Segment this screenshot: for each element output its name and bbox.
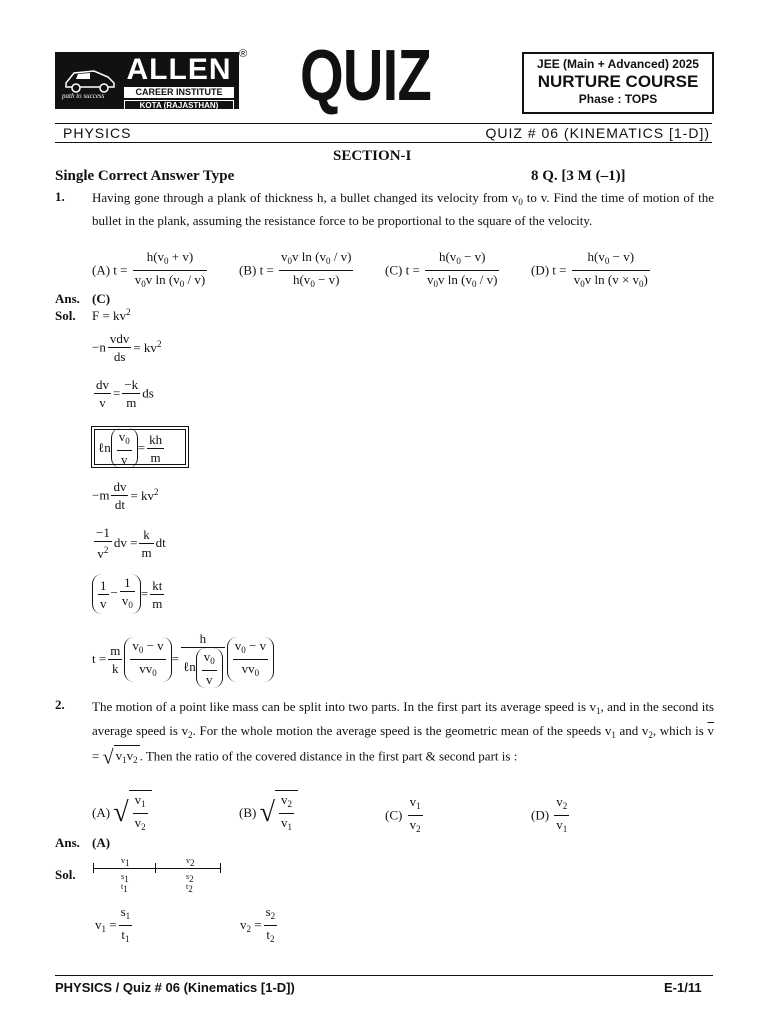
sol1-step7: $\frac{1}{v}$ − $\frac{1}{v_0}$ = $\frac{kt}{m}$	[92, 574, 166, 614]
subject-bar	[55, 123, 712, 143]
q1-ans-label: Ans.	[55, 291, 80, 306]
course-name: NURTURE COURSE	[537, 72, 699, 91]
q1-option-c-label: (C) t =	[385, 262, 420, 278]
q2-sol-label: Sol.	[55, 867, 76, 882]
q2-text-e: , which is	[652, 723, 704, 738]
q1-option-b: (B) t = $\frac{v_0v \ln (v_0 / v)}{h(v_0 - v)}$	[239, 249, 352, 289]
sol1-step3: $\frac{dv}{v}$ = $\frac{-k}{m}$ ds	[96, 377, 154, 410]
q1-option-c: (C) t = $\frac{h(v_0 - v)}{v_0v \ln (v_0 / v)}$	[385, 249, 498, 289]
q2-text-d: and v	[615, 723, 649, 738]
allen-logo	[55, 52, 239, 109]
q1-text	[92, 189, 714, 229]
brand-city: KOTA (RAJASTHAN)	[124, 100, 234, 112]
registered-mark: ®	[239, 48, 248, 60]
sol1-step4: ℓn $\frac{v_0}{v}$ = $\frac{kh}{m}$	[98, 429, 163, 467]
q2-option-d: (D) $\frac{v_2}{v_1}$	[531, 794, 568, 834]
sol2-v1-eq: $v_1$ = $\frac{s_1}{t_1}$	[95, 904, 131, 944]
seg-s2: $s_2$	[186, 872, 194, 884]
q2-text-b: , and in the second its average speed is v	[92, 699, 714, 738]
q2-option-c-label: (C)	[385, 807, 403, 823]
seg-v1: $v_1$	[121, 856, 130, 868]
footer-divider	[55, 975, 713, 976]
q2-text-a: The motion of a point like mass can be split into two parts. In the first part its average speed is v	[92, 699, 596, 714]
q1-text-b: to v. Find the time of motion of the bullet in the plank, assuming the resistance force to be proportional to the square of the velocity.	[92, 190, 714, 228]
sol1-step2: −n vdv ds = $kv^2$	[92, 331, 162, 364]
seg-s1: $s_1$	[121, 872, 129, 884]
quiz-title: QUIZ	[300, 36, 432, 116]
q2-option-c: (C) $\frac{v_1}{v_2}$	[385, 794, 421, 834]
seg-t1: $t_1$	[121, 882, 128, 894]
q2-option-b: (B) √ $\frac{v_2}{v_1}$	[239, 790, 298, 836]
q2-option-b-label: (B)	[239, 805, 257, 820]
q2-text-f: . Then the ratio of the covered distance in the first part & second part is :	[139, 748, 518, 764]
subject-label: PHYSICS	[63, 125, 132, 141]
marks-scheme: 8 Q. [3 M (–1)]	[531, 168, 626, 184]
section-title: SECTION-I	[333, 148, 412, 164]
q2-text: The motion of a point like mass can be split into two parts. In the first part its average speed is $v_1$, and in the second its average speed is $v_2$. For the whole motion the average speed is the geometric mean of the speeds $v_1$ and $v_2$, which is $\overline{v}$ = √ $v_1v_2$ . Then the ratio of the covered distance in the first part & second part is :	[92, 699, 714, 769]
seg-t2: $t_2$	[186, 882, 193, 894]
q1-option-a: (A) t = $\frac{h(v_0 + v)}{v_0v \ln (v_0 / v)}$	[92, 249, 206, 289]
q1-number: 1.	[55, 189, 65, 204]
brand-subtitle: CAREER INSTITUTE	[124, 87, 234, 98]
q1-sub: 0	[518, 197, 523, 207]
q2-option-a-label: (A)	[92, 805, 111, 820]
q1-sol-label: Sol.	[55, 308, 76, 323]
q1-option-d-label: (D) t =	[531, 262, 567, 278]
q1-option-d: (D) t = $\frac{h(v_0 - v)}{v_0v \ln (v \times v_0)}$	[531, 249, 648, 289]
segment-tick	[93, 863, 94, 873]
sol1-step1: $F = kv^2$	[92, 307, 131, 323]
tagline: path to success	[62, 92, 105, 100]
q1-option-b-label: (B) t =	[239, 262, 274, 278]
page-number: E-1/11	[664, 980, 702, 995]
segment-line	[93, 868, 221, 869]
course-box	[522, 52, 714, 114]
q2-answer: (A)	[92, 835, 111, 850]
course-phase: Phase : TOPS	[578, 92, 658, 106]
exam-name: JEE (Main + Advanced) 2025	[537, 57, 699, 71]
sol2-v2-eq: $v_2$ = $\frac{s_2}{t_2}$	[240, 904, 276, 944]
q2-text-c: . For the whole motion the average speed is the geometric mean of the speeds v	[192, 723, 612, 738]
q1-answer: (C)	[92, 291, 111, 306]
q2-option-d-label: (D)	[531, 807, 550, 823]
q1-text-a: Having gone through a plank of thickness h, a bullet changed its velocity from v	[92, 190, 519, 205]
answer-type: Single Correct Answer Type	[55, 168, 235, 184]
q2-number: 2.	[55, 697, 65, 712]
footer-title: PHYSICS / Quiz # 06 (Kinematics [1-D])	[55, 980, 295, 995]
brand-name: ALLEN	[126, 53, 232, 86]
sol1-step8: t = $\frac{m}{k}$ $\frac{v_0 - v}{vv_0}$ = h ℓn $\frac{v_0}{v}$ $\frac{v_0 - v}{vv_0}$	[92, 630, 274, 688]
seg-v2: $v_2$	[186, 856, 195, 868]
segment-tick	[155, 863, 156, 873]
quiz-code: QUIZ # 06 (KINEMATICS [1-D])	[485, 125, 710, 141]
sol1-step6: $\frac{-1}{v^2}$ dv = $\frac{k}{m}$ dt	[96, 525, 166, 561]
sol1-step5: −m $\frac{dv}{dt}$ = $kv^2$	[92, 479, 159, 512]
q1-option-a-label: (A) t =	[92, 262, 128, 278]
segment-tick	[220, 863, 221, 873]
q2-option-a: (A) √ $\frac{v_1}{v_2}$	[92, 790, 152, 836]
q2-ans-label: Ans.	[55, 835, 80, 850]
